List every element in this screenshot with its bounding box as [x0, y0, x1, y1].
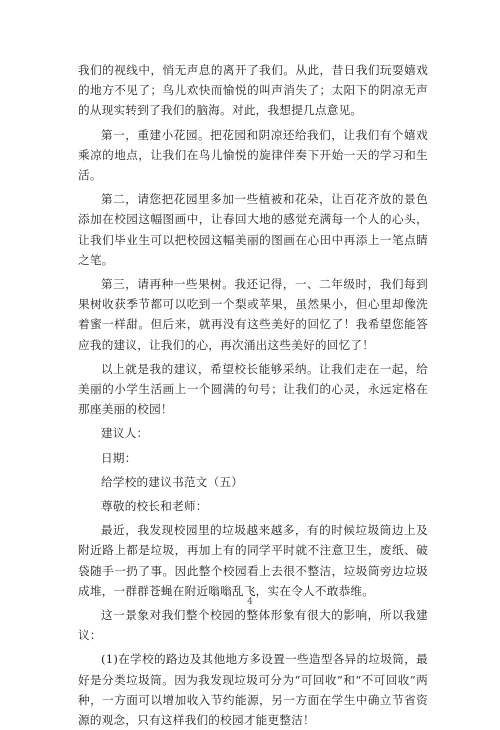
paragraph-suggestion-1: 第一，重建小花园。把花园和阴凉还给我们，让我们有个嬉戏乘凉的地点，让我们在鸟儿愉悦的旋律伴奏下开始一天的学习和生活。: [78, 127, 428, 183]
salutation: 尊敬的校长和老师：: [101, 499, 208, 514]
paragraph-proposal-1: (1)在学校的路边及其他地方多设置一些造型各异的垃圾筒，最好是分类垃圾筒。因为我发现垃圾可分为“可回收”和“不可回收”两种，一方面可以增加收入节约能源，另一方面在学生中确立节省资源的观念，只有这样我们的校园才能更整洁！: [78, 652, 428, 728]
paragraph-proposal-intro: 这一景象对我们整个校园的整体形象有很大的影响，所以我建议：: [78, 608, 428, 643]
signature-proposer: 建议人：: [101, 426, 149, 441]
document-body: [78, 60, 428, 730]
paragraph-conclusion: 以上就是我的建议，希望校长能够采纳。让我们走在一起，给美丽的小学生活画上一个圆满的句号；让我们的心灵，永远定格在那座美丽的校园！: [78, 361, 428, 417]
section-heading: 给学校的建议书范文（五）: [101, 474, 244, 489]
signature-date: 日期：: [101, 450, 137, 465]
page-number: 4: [247, 597, 253, 607]
paragraph-garbage-problem: 最近，我发现校园里的垃圾越来越多，有的时候垃圾筒边上及附近路上都是垃圾，再加上有的同学平时就不注意卫生，废纸、破袋随手一扔了事。因此整个校园看上去很不整洁，垃圾筒旁边垃圾成堆，一群群苍蝇在附近嗡嗡乱飞，实在令人不敢恭维。: [78, 523, 428, 598]
paragraph-suggestion-2: 第二，请您把花园里多加一些植被和花朵，让百花齐放的景色添加在校园这幅图画中，让春回大地的感觉充满每一个人的心头，让我们毕业生可以把校园这幅美丽的图画在心田中再添上一笔点睛之笔。: [78, 192, 428, 267]
paragraph-suggestion-3: 第三，请再种一些果树。我还记得，一、二年级时，我们每到果树收获季节都可以吃到一个梨或苹果，虽然果小，但心里却像洗着蜜一样甜。但后来，就再没有这些美好的回忆了！我希望您能答应我的建议，让我们的心，再次涌出这些美好的回忆了！: [78, 277, 428, 352]
paragraph-intro-continuation: 我们的视线中，悄无声息的离开了我们。从此，昔日我们玩耍嬉戏的地方不见了；鸟儿欢快而愉悦的叫声消失了；太阳下的阴凉无声的从现实转到了我们的脑海。对此，我想提几点意见。: [78, 63, 428, 118]
